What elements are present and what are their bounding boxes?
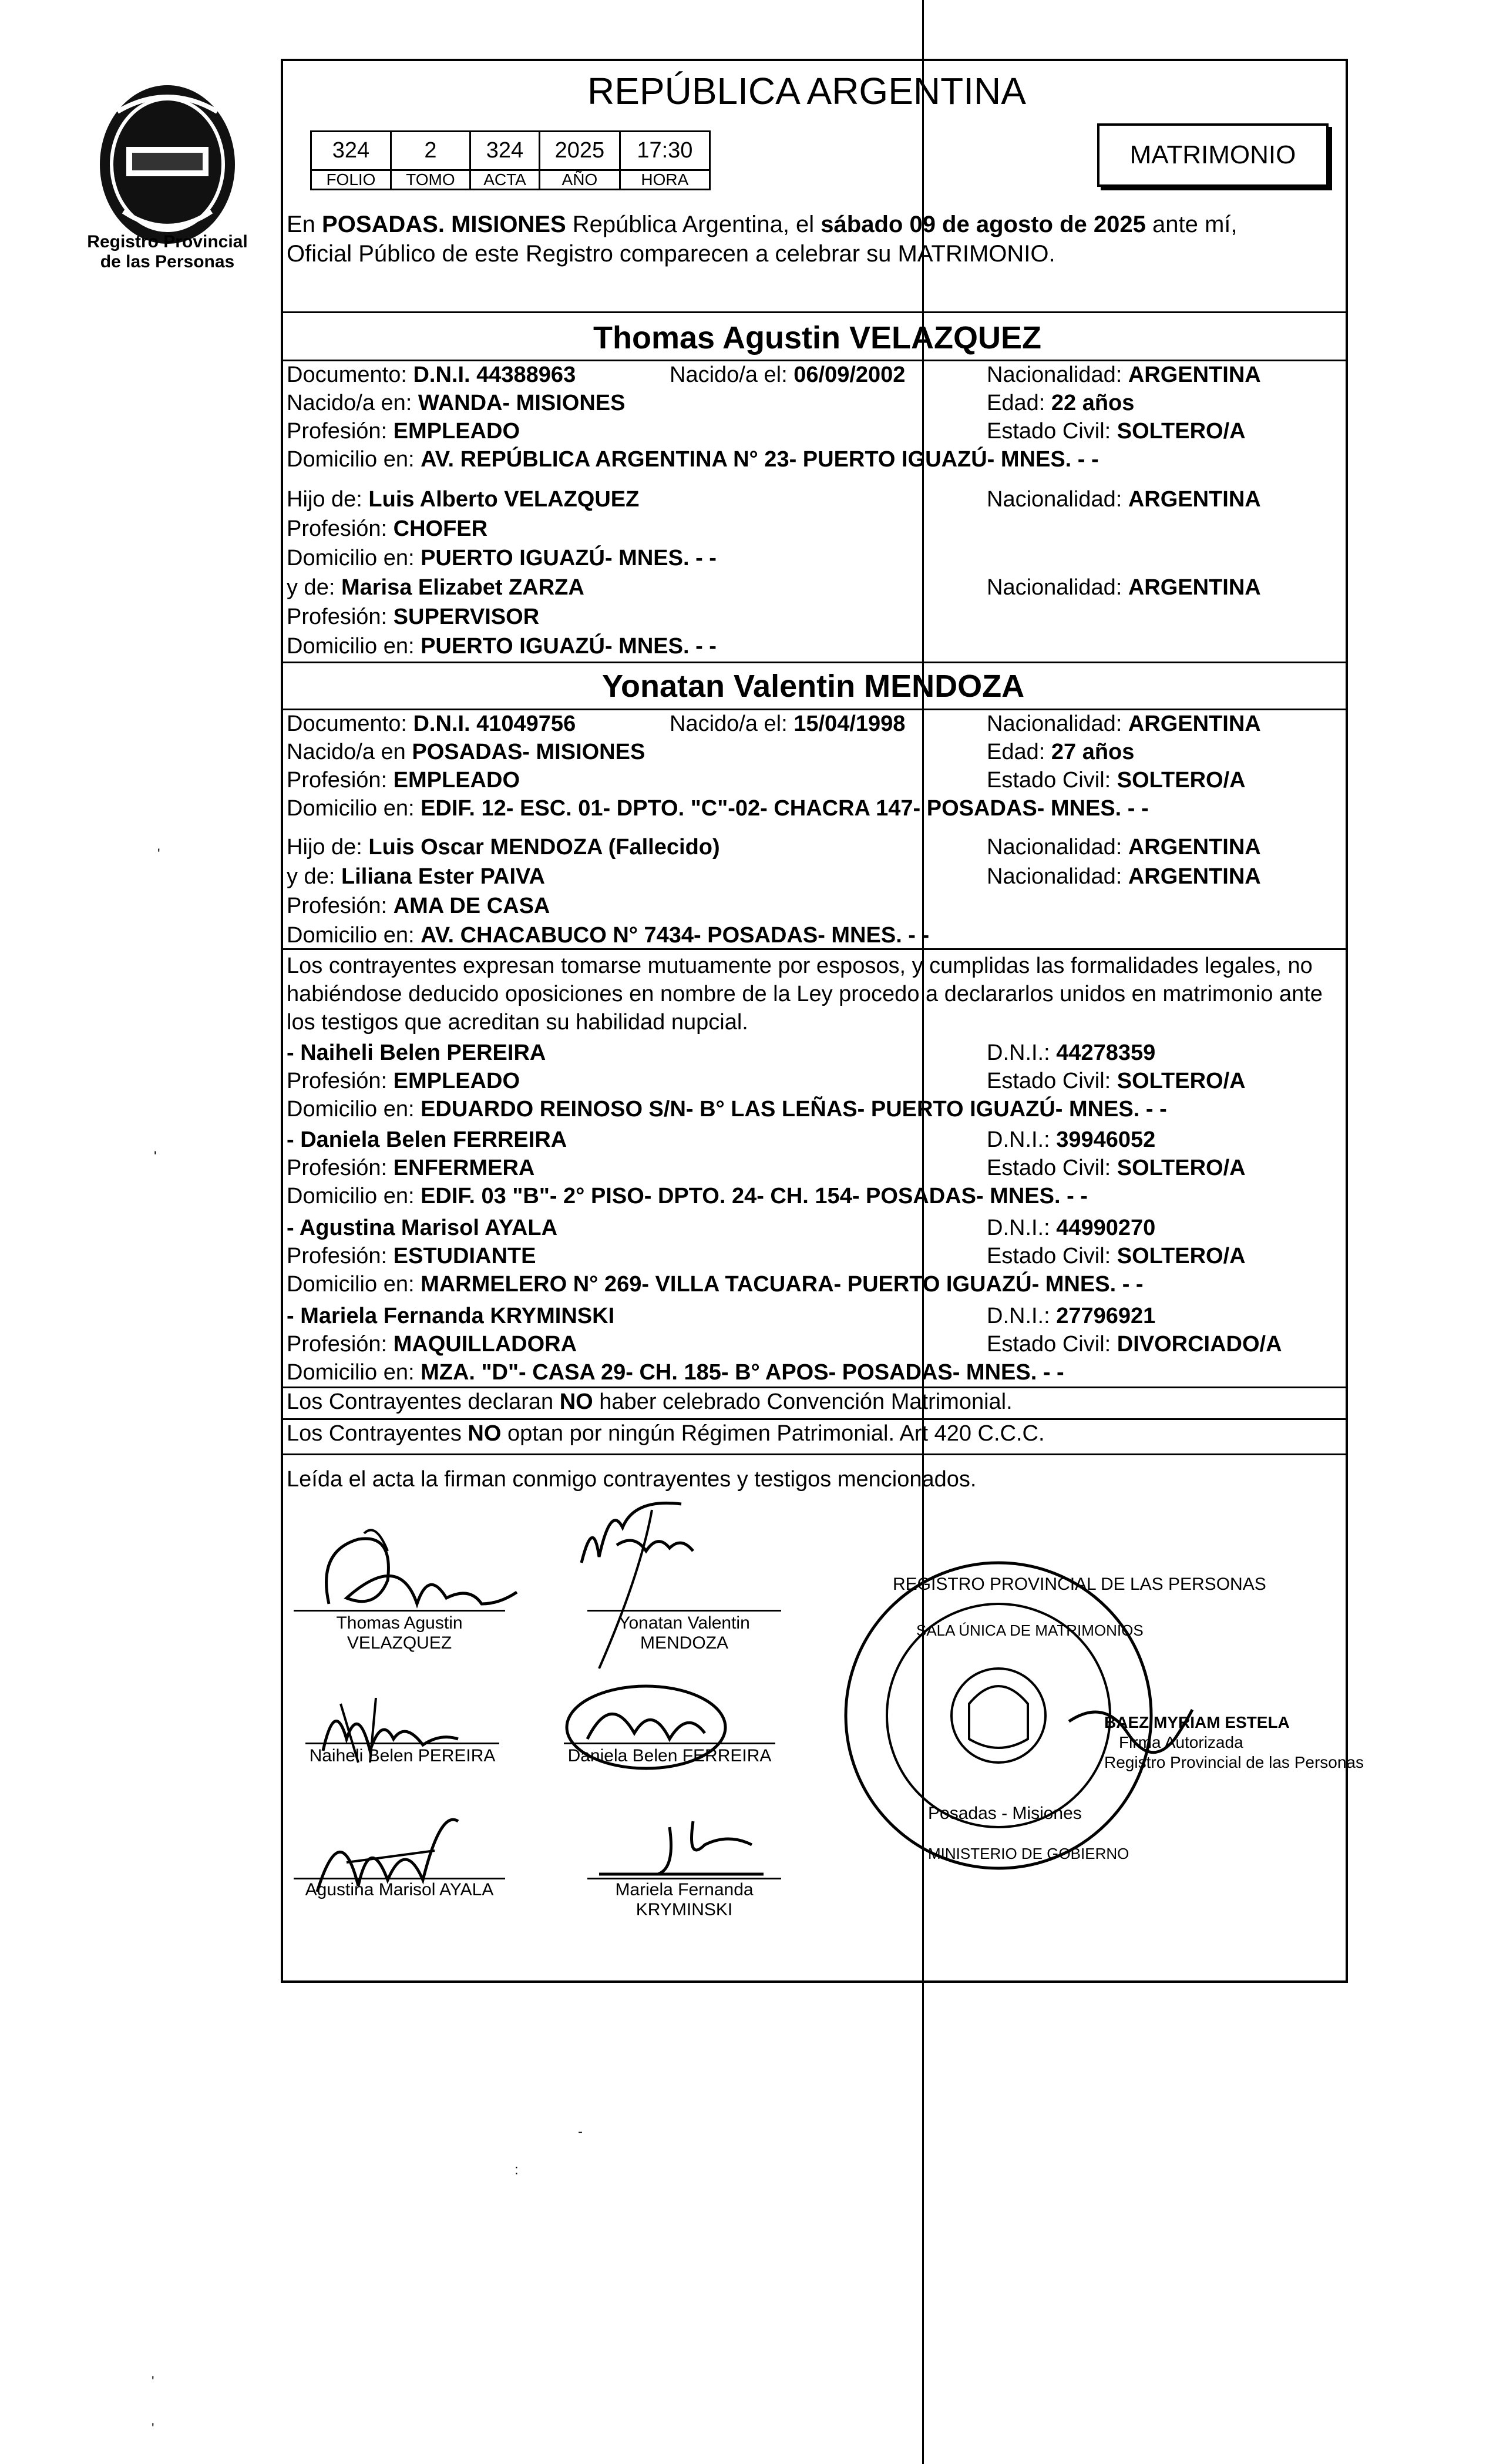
folio-label: FOLIO: [311, 170, 391, 190]
signature-witness4: [587, 1810, 775, 1892]
intro-text-c: ante mí,: [1145, 212, 1238, 237]
ano-label: AÑO: [540, 170, 620, 190]
scan-vertical-line: [922, 0, 924, 2464]
sig-label-spouse2-2: MENDOZA: [640, 1633, 728, 1653]
sig-label-witness2: Daniela Belen FERREIRA: [567, 1746, 772, 1765]
intro-line-2: Oficial Público de este Registro comparecen a celebrar su MATRIMONIO.: [287, 241, 1055, 267]
spouse2-edad: Edad: 27 años: [987, 740, 1135, 764]
sig-label-spouse1-1: Thomas Agustin: [336, 1613, 463, 1633]
witness2-domicilio: Domicilio en: EDIF. 03 "B"- 2° PISO- DPTO. 24- CH. 154- POSADAS- MNES. - -: [287, 1184, 1088, 1208]
scan-mark: ': [157, 846, 160, 862]
intro-date: sábado 09 de agosto de 2025: [821, 212, 1146, 237]
spouse2-nacido-en: Nacido/a en POSADAS- MISIONES: [287, 740, 645, 764]
hora-value: 17:30: [620, 132, 710, 170]
sig-label-spouse2-1: Yonatan Valentin: [618, 1613, 750, 1633]
declaration-line-1: Los contrayentes expresan tomarse mutuamente por esposos, y cumplidas las formalidades legales, no: [287, 954, 1313, 978]
spouse2-madre-nacionalidad: Nacionalidad: ARGENTINA: [987, 864, 1261, 889]
divider-spouse1: [282, 662, 1347, 663]
hora-label: HORA: [620, 170, 710, 190]
intro-text-b: República Argentina, el: [566, 212, 821, 237]
witness2-name: - Daniela Belen FERREIRA: [287, 1127, 567, 1152]
spouse2-madre-domicilio: Domicilio en: AV. CHACABUCO N° 7434- POSADAS- MNES. - -: [287, 923, 930, 948]
signature-witness2: [552, 1669, 740, 1786]
spouse1-padre-profesion: Profesión: CHOFER: [287, 516, 488, 541]
sig-label-witness4-2: KRYMINSKI: [636, 1900, 733, 1919]
declaration-line-3: los testigos que acreditan su habilidad nupcial.: [287, 1010, 748, 1035]
scan-mark: -: [578, 2124, 583, 2140]
intro-text-a: En: [287, 212, 322, 237]
clause-regimen: Los Contrayentes NO optan por ningún Régimen Patrimonial. Art 420 C.C.C.: [287, 1421, 1045, 1446]
spouse1-padre-nacionalidad: Nacionalidad: ARGENTINA: [987, 487, 1261, 512]
spouse1-estado-civil: Estado Civil: SOLTERO/A: [987, 419, 1246, 444]
witness1-name: - Naiheli Belen PEREIRA: [287, 1040, 546, 1065]
intro-line-1: [287, 210, 1237, 239]
spouse1-padre: Hijo de: Luis Alberto VELAZQUEZ: [287, 487, 640, 512]
witness1-profesion: Profesión: EMPLEADO: [287, 1069, 520, 1093]
scan-mark: ': [154, 1149, 157, 1164]
spouse2-profesion: Profesión: EMPLEADO: [287, 768, 520, 793]
spouse1-profesion: Profesión: EMPLEADO: [287, 419, 520, 444]
witness1-domicilio: Domicilio en: EDUARDO REINOSO S/N- B° LAS LEÑAS- PUERTO IGUAZÚ- MNES. - -: [287, 1097, 1167, 1122]
sig-label-witness3: Agustina Marisol AYALA: [305, 1880, 494, 1899]
closing-text: Leída el acta la firman conmigo contrayentes y testigos mencionados.: [287, 1467, 977, 1492]
witness4-dni: D.N.I.: 27796921: [987, 1304, 1156, 1328]
seal-inner-text: SALA ÚNICA DE MATRIMONIOS: [916, 1622, 1144, 1639]
stamp-line-1: BAEZ MYRIAM ESTELA: [1104, 1713, 1290, 1731]
signature-spouse1: [305, 1516, 529, 1622]
seal-ministry-text: MINISTERIO DE GOBIERNO: [928, 1845, 1129, 1862]
spouse2-domicilio: Domicilio en: EDIF. 12- ESC. 01- DPTO. "C"-02- CHACRA 147- POSADAS- MNES. - -: [287, 796, 1149, 821]
document-title: REPÚBLICA ARGENTINA: [587, 70, 1026, 112]
sig-line-witness3: [294, 1878, 505, 1879]
seal-bottom-text: Posadas - Misiones: [928, 1804, 1082, 1823]
witness2-profesion: Profesión: ENFERMERA: [287, 1156, 535, 1180]
seal-outer-text: REGISTRO PROVINCIAL DE LAS PERSONAS: [893, 1575, 1266, 1594]
spouse1-nacido-el: Nacido/a el: 06/09/2002: [670, 362, 906, 387]
frame-right: [1346, 59, 1348, 1983]
sig-line-witness4: [587, 1878, 781, 1879]
witness4-domicilio: Domicilio en: MZA. "D"- CASA 29- CH. 185- B° APOS- POSADAS- MNES. - -: [287, 1360, 1064, 1385]
registry-name-label: Registro Provincial de las Personas: [87, 232, 248, 271]
witness4-name: - Mariela Fernanda KRYMINSKI: [287, 1304, 615, 1328]
witness2-dni: D.N.I.: 39946052: [987, 1127, 1156, 1152]
spouse1-madre-profesion: Profesión: SUPERVISOR: [287, 605, 540, 629]
spouse2-nacido-el: Nacido/a el: 15/04/1998: [670, 711, 906, 736]
tomo-label: TOMO: [391, 170, 470, 190]
sig-line-witness2: [564, 1743, 775, 1744]
declaration-line-2: habiéndose deducido oposiciones en nombre de la Ley procedo a declararlos unidos en matrimonio ante: [287, 982, 1323, 1006]
witness1-dni: D.N.I.: 44278359: [987, 1040, 1156, 1065]
sig-label-spouse1-2: VELAZQUEZ: [347, 1633, 452, 1653]
stamp-line-3: Registro Provincial de las Personas: [1104, 1753, 1364, 1771]
witness3-dni: D.N.I.: 44990270: [987, 1216, 1156, 1240]
frame-top: [282, 59, 1348, 61]
spouse2-estado-civil: Estado Civil: SOLTERO/A: [987, 768, 1246, 793]
acta-meta-table: [310, 130, 711, 190]
scan-mark: ': [152, 2374, 154, 2389]
sig-label-witness1: Naiheli Belen PEREIRA: [309, 1746, 496, 1765]
stamp-line-2: Firma Autorizada: [1119, 1733, 1243, 1751]
witness3-profesion: Profesión: ESTUDIANTE: [287, 1244, 536, 1268]
divider-spouse2: [282, 948, 1347, 950]
acta-value: 324: [470, 132, 539, 170]
doc-type-box: MATRIMONIO: [1097, 123, 1329, 187]
clause-convencion: Los Contrayentes declaran NO haber celebrado Convención Matrimonial.: [287, 1389, 1013, 1414]
frame-bottom: [281, 1980, 1348, 1983]
divider-header: [282, 311, 1347, 313]
divider-clauses: [282, 1453, 1347, 1455]
scan-mark: :: [515, 2162, 519, 2178]
ano-value: 2025: [540, 132, 620, 170]
spouse1-padre-domicilio: Domicilio en: PUERTO IGUAZÚ- MNES. - -: [287, 546, 717, 570]
spouse1-nacido-en: Nacido/a en: WANDA- MISIONES: [287, 391, 626, 415]
acta-label: ACTA: [470, 170, 539, 190]
sig-label-witness4-1: Mariela Fernanda: [615, 1880, 754, 1899]
scan-mark: ': [152, 2421, 154, 2436]
sig-line-spouse2: [587, 1610, 781, 1612]
witness1-estado-civil: Estado Civil: SOLTERO/A: [987, 1069, 1246, 1093]
spouse2-madre-profesion: Profesión: AMA DE CASA: [287, 894, 550, 918]
witness4-estado-civil: Estado Civil: DIVORCIADO/A: [987, 1332, 1282, 1357]
intro-place: POSADAS. MISIONES: [322, 212, 566, 237]
spouse1-nacionalidad: Nacionalidad: ARGENTINA: [987, 362, 1261, 387]
witness4-profesion: Profesión: MAQUILLADORA: [287, 1332, 577, 1357]
folio-value: 324: [311, 132, 391, 170]
witness3-name: - Agustina Marisol AYALA: [287, 1216, 558, 1240]
sig-line-spouse1: [294, 1610, 505, 1612]
spouse2-padre-nacionalidad: Nacionalidad: ARGENTINA: [987, 835, 1261, 860]
spouse1-name: Thomas Agustin VELAZQUEZ: [593, 320, 1042, 355]
tomo-value: 2: [391, 132, 470, 170]
spouse1-edad: Edad: 22 años: [987, 391, 1135, 415]
spouse1-madre: y de: Marisa Elizabet ZARZA: [287, 575, 584, 600]
witness3-domicilio: Domicilio en: MARMELERO N° 269- VILLA TACUARA- PUERTO IGUAZÚ- MNES. - -: [287, 1272, 1144, 1297]
witness3-estado-civil: Estado Civil: SOLTERO/A: [987, 1244, 1246, 1268]
spouse1-madre-nacionalidad: Nacionalidad: ARGENTINA: [987, 575, 1261, 600]
spouse1-madre-domicilio: Domicilio en: PUERTO IGUAZÚ- MNES. - -: [287, 634, 717, 659]
sig-line-witness1: [305, 1743, 499, 1744]
spouse1-domicilio: Domicilio en: AV. REPÚBLICA ARGENTINA N° 23- PUERTO IGUAZÚ- MNES. - -: [287, 447, 1099, 472]
spouse2-nacionalidad: Nacionalidad: ARGENTINA: [987, 711, 1261, 736]
spouse2-madre: y de: Liliana Ester PAIVA: [287, 864, 545, 889]
frame-left: [281, 59, 283, 1983]
spouse2-padre: Hijo de: Luis Oscar MENDOZA (Fallecido): [287, 835, 720, 860]
spouse2-name: Yonatan Valentin MENDOZA: [602, 669, 1025, 704]
witness2-estado-civil: Estado Civil: SOLTERO/A: [987, 1156, 1246, 1180]
spouse2-documento: Documento: D.N.I. 41049756: [287, 711, 576, 736]
spouse1-documento: Documento: D.N.I. 44388963: [287, 362, 576, 387]
